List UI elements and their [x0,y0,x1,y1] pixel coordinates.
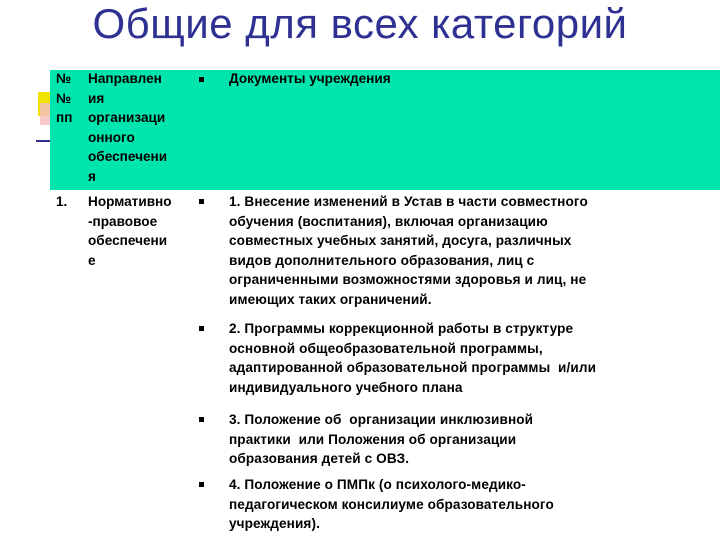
bullet-icon [199,417,204,422]
header-number-line: № [56,90,72,106]
document-line: имеющих таких ограничений. [229,291,432,307]
bullet-icon [199,326,204,331]
header-direction [88,69,198,186]
document-line: образования детей с ОВЗ. [229,451,410,466]
document-line: 3. Положение об организации инклюзивной [229,412,534,427]
header-direction-line: я [88,168,96,184]
row-number: 1. [56,194,68,209]
header-number-line: № [56,71,72,86]
document-line: ограниченными возможностями здоровья и лиц, не [229,272,587,287]
bullet-icon [199,199,204,204]
document-line: педагогическом консилиуме образовательного [229,496,554,512]
document-line: совместных учебных занятий, досуга, различных [229,233,572,248]
header-number-line: пп [56,110,73,125]
document-line: адаптированной образовательной программы и/или [229,360,597,375]
row-direction-line: обеспечени [88,233,168,248]
document-line: учреждения). [229,516,320,531]
document-item [229,475,715,534]
document-line: основной общеобразовательной программы, [229,340,543,356]
header-direction-line: онного [88,129,135,145]
header-direction-line: ия [88,90,105,106]
header-direction-line: обеспечени [88,149,168,164]
document-line: обучения (воспитания), включая организацию [229,213,548,229]
bullet-icon [199,77,204,82]
document-item [229,192,715,309]
row-direction-line: е [88,252,96,268]
document-line: 2. Программы коррекционной работы в структуре [229,321,574,336]
document-line: индивидуального учебного плана [229,379,463,395]
row-direction-line: Нормативно [88,194,172,209]
document-line: 4. Положение о ПМПк (о психолого-медико- [229,477,526,492]
document-line: 1. Внесение изменений в Устав в части совместного [229,194,588,209]
document-item [229,319,715,397]
header-documents: Документы учреждения [229,71,391,86]
slide-title: Общие для всех категорий [92,0,628,47]
header-direction-line: Направлен [88,71,162,86]
row-direction-line: -правовое [88,213,158,229]
header-direction-line: организаци [88,110,166,125]
document-item [229,410,715,469]
document-line: видов дополнительного образования, лиц с [229,252,535,268]
header-number [56,69,72,128]
bullet-icon [199,482,204,487]
document-line: практики или Положения об организации [229,431,517,447]
row-direction [88,192,198,270]
